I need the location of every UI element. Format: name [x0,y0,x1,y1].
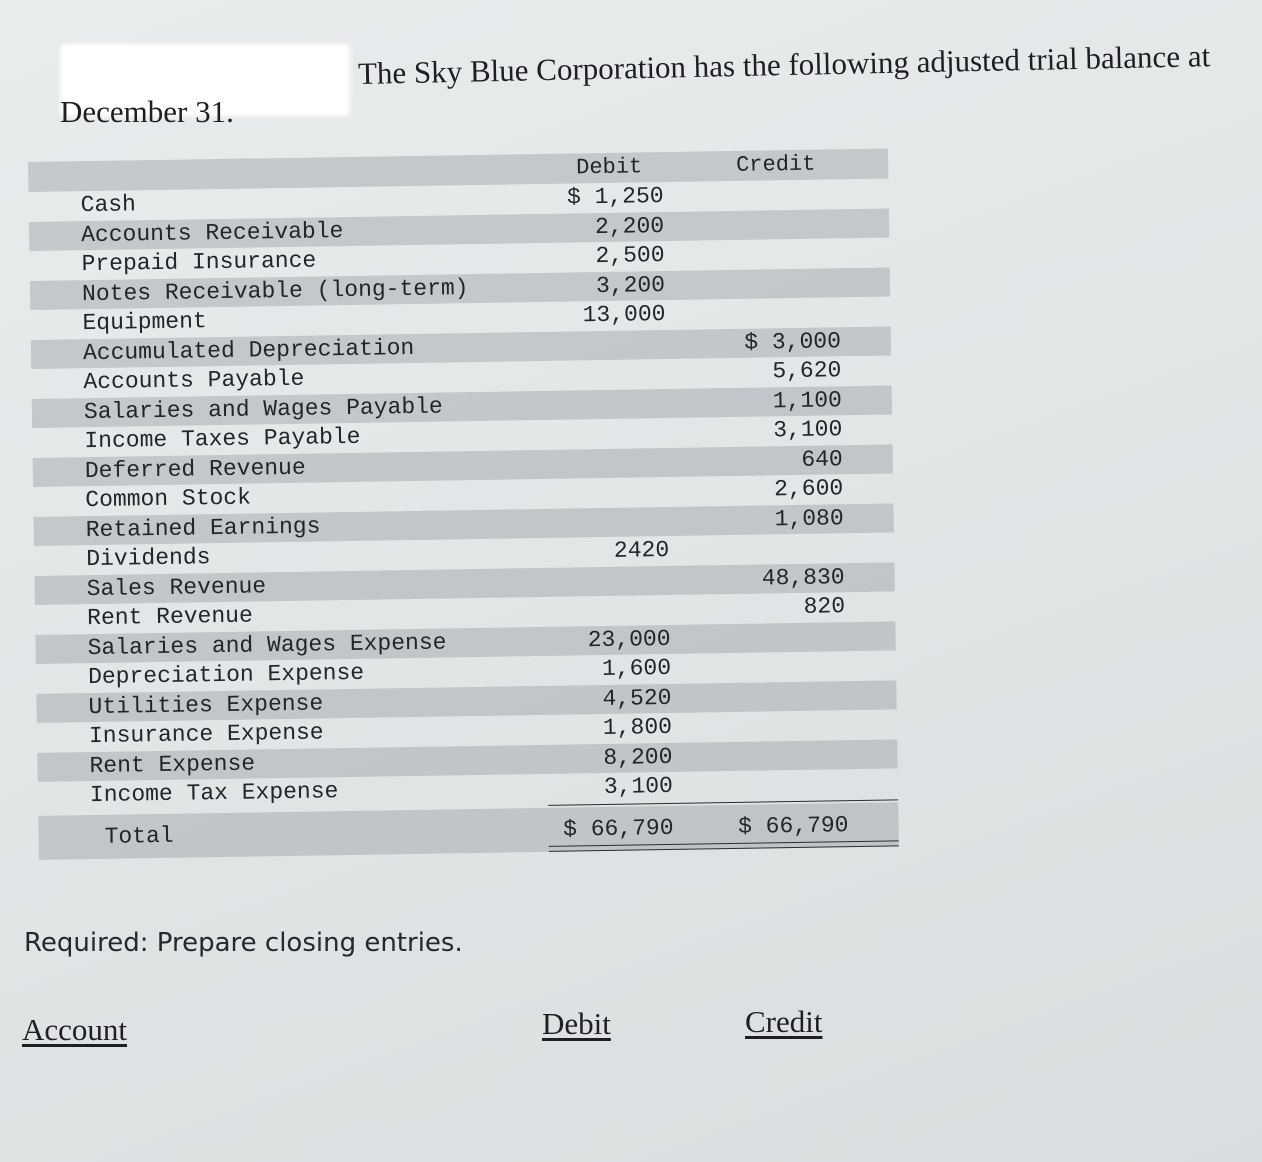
credit-amount: 3,100 [773,416,843,444]
account-name: Prepaid Insurance [81,247,317,278]
debit-amount: 23,000 [587,625,671,653]
required-instruction: Required: Prepare closing entries. [24,928,463,958]
account-name: Income Taxes Payable [84,423,361,455]
credit-amount: 1,100 [772,386,843,414]
account-name: Equipment [82,308,207,337]
intro-sentence: The Sky Blue Corporation has the following adjusted trial balance at [357,38,1211,91]
debit-amount: $ 1,250 [566,183,664,211]
trial-balance-table [28,148,899,859]
debit-amount: 3,200 [595,271,666,299]
debit-amount: 1,600 [601,654,672,683]
closing-account-header: Account [22,1012,128,1047]
account-name: Deferred Revenue [84,454,306,484]
account-name: Common Stock [85,484,252,514]
debit-amount: 13,000 [582,301,666,329]
account-name: Insurance Expense [88,719,324,750]
credit-amount: $ 3,000 [744,327,842,356]
closing-debit-header: Debit [542,1006,611,1041]
debit-amount: 1,800 [602,713,673,742]
account-name: Income Tax Expense [89,778,339,809]
debit-amount: 3,100 [603,772,674,801]
debit-amount: 4,520 [602,684,672,712]
total-label: Total [104,822,174,850]
account-name: Salaries and Wages Expense [87,628,447,661]
debit-amount: 8,200 [603,743,673,771]
credit-amount: 640 [801,445,843,473]
debit-amount: 2,200 [594,212,665,240]
debit-amount: 2,500 [595,242,665,270]
credit-amount: 1,080 [774,504,844,532]
total-row [38,802,899,860]
account-name: Notes Receivable (long-term) [81,274,469,307]
account-name: Accounts Receivable [80,217,344,248]
credit-column-header: Credit [735,151,816,178]
debit-amount: 2420 [613,536,670,564]
account-name: Salaries and Wages Payable [83,393,443,425]
debit-column-header: Debit [575,154,643,181]
total-debit: $ 66,790 [562,814,674,843]
account-name: Depreciation Expense [87,659,365,691]
intro-date: December 31. [60,94,234,129]
account-name: Cash [80,191,137,219]
credit-amount: 5,620 [772,357,842,385]
account-name: Rent Revenue [86,602,253,632]
account-name: Retained Earnings [85,512,321,543]
closing-credit-header: Credit [745,1004,823,1039]
credit-amount: 820 [803,593,846,620]
account-name: Utilities Expense [88,689,324,720]
account-name: Accounts Payable [83,365,305,396]
account-name: Accumulated Depreciation [82,334,415,366]
account-name: Rent Expense [89,750,256,779]
total-credit: $ 66,790 [737,811,849,840]
account-name: Sales Revenue [86,572,267,602]
account-name: Dividends [86,544,211,573]
credit-amount: 2,600 [774,475,844,503]
credit-amount: 48,830 [761,563,845,592]
